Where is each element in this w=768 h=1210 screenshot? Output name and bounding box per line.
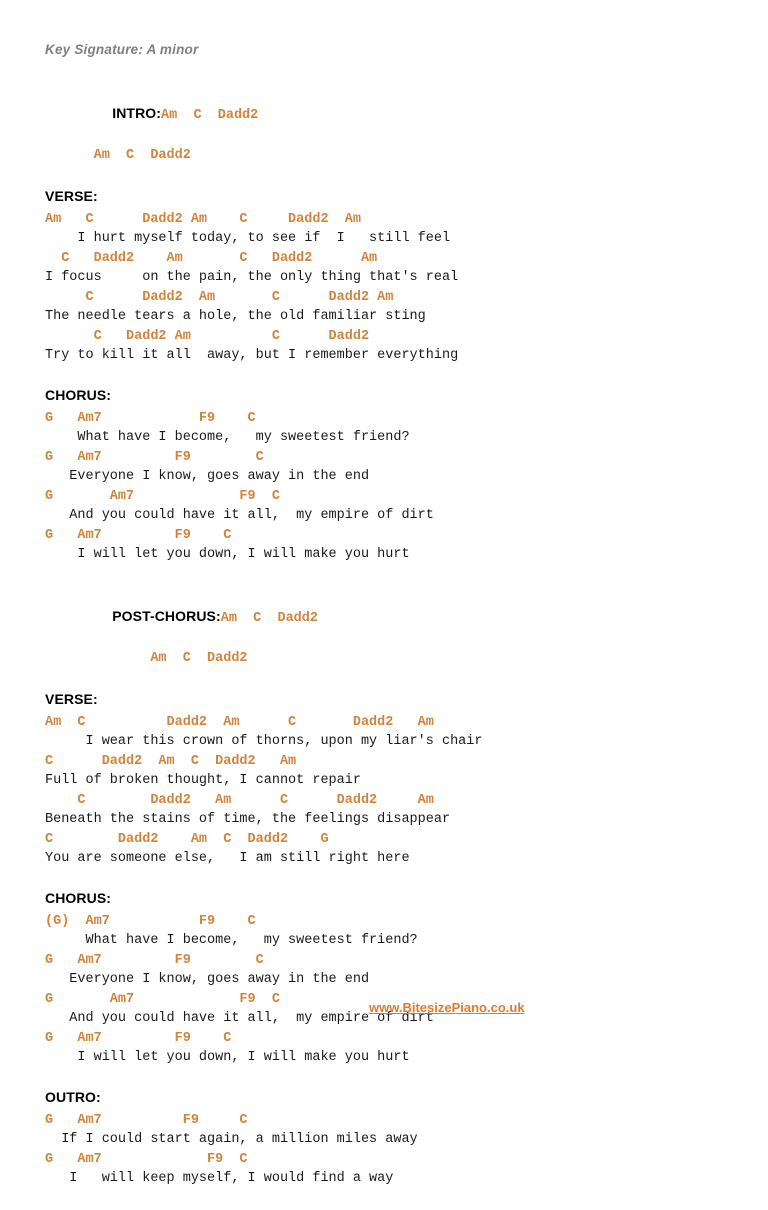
post-chorus-line1-chords: Am C Dadd2 bbox=[220, 611, 318, 626]
website-link[interactable]: www.BitesizePiano.co.uk bbox=[369, 1000, 525, 1015]
chorus-1-label: CHORUS: bbox=[45, 387, 112, 403]
intro-first-row bbox=[45, 83, 728, 146]
chord-line: C Dadd2 Am C Dadd2 Am bbox=[45, 754, 297, 769]
lyric-line: Beneath the stains of time, the feelings disappear bbox=[45, 812, 451, 827]
section-chorus-2 bbox=[45, 890, 728, 1067]
lyric-line: I hurt myself today, to see if I still feel bbox=[45, 231, 451, 246]
post-chorus-first-row bbox=[45, 586, 728, 649]
lyric-line: Everyone I know, goes away in the end bbox=[45, 469, 370, 484]
section-post-chorus bbox=[45, 586, 728, 669]
chord-line: (G) Am7 F9 C bbox=[45, 914, 256, 929]
lyric-line: What have I become, my sweetest friend? bbox=[45, 430, 410, 445]
chord-line: C Dadd2 Am C Dadd2 Am bbox=[45, 290, 394, 305]
lyric-line: I will keep myself, I would find a way bbox=[45, 1171, 394, 1186]
lyric-line: Everyone I know, goes away in the end bbox=[45, 972, 370, 987]
chord-line: Am C Dadd2 Am C Dadd2 Am bbox=[45, 212, 361, 227]
chord-line: C Dadd2 Am C Dadd2 Am bbox=[45, 251, 378, 266]
lyric-line: I wear this crown of thorns, upon my liar's chair bbox=[45, 734, 483, 749]
section-chorus-1 bbox=[45, 387, 728, 564]
post-chorus-label: POST-CHORUS: bbox=[112, 608, 221, 624]
chord-line: G Am7 F9 C bbox=[45, 450, 264, 465]
lyric-line: I will let you down, I will make you hurt bbox=[45, 547, 410, 562]
chord-line: G Am7 F9 C bbox=[45, 411, 256, 426]
verse-1-label: VERSE: bbox=[45, 188, 98, 204]
key-signature: Key Signature: A minor bbox=[45, 42, 199, 57]
lyric-line: If I could start again, a million miles away bbox=[45, 1132, 418, 1147]
chord-line: C Dadd2 Am C Dadd2 bbox=[45, 329, 370, 344]
lyric-line: And you could have it all, my empire of dirt bbox=[45, 508, 434, 523]
section-verse-2 bbox=[45, 691, 728, 868]
intro-line1-chords: Am C Dadd2 bbox=[161, 108, 259, 123]
lyric-line: Full of broken thought, I cannot repair bbox=[45, 773, 361, 788]
lyric-line: The needle tears a hole, the old familiar sting bbox=[45, 309, 426, 324]
chord-line: G Am7 F9 C bbox=[45, 1152, 248, 1167]
chord-line: G Am7 F9 C bbox=[45, 528, 232, 543]
lyric-line: What have I become, my sweetest friend? bbox=[45, 933, 418, 948]
chord-line: G Am7 F9 C bbox=[45, 992, 280, 1007]
chord-line: G Am7 F9 C bbox=[45, 1031, 232, 1046]
lyric-line: Try to kill it all away, but I remember everything bbox=[45, 348, 459, 363]
chord-line: G Am7 F9 C bbox=[45, 953, 264, 968]
sheet-content bbox=[45, 42, 728, 1210]
lyric-line: I focus on the pain, the only thing that's real bbox=[45, 270, 459, 285]
intro-line2-chords: Am C Dadd2 bbox=[45, 148, 191, 163]
verse-2-label: VERSE: bbox=[45, 691, 98, 707]
section-verse-1 bbox=[45, 188, 728, 365]
outro-label: OUTRO: bbox=[45, 1089, 101, 1105]
chord-line: G Am7 F9 C bbox=[45, 1113, 248, 1128]
lyric-line: I will let you down, I will make you hurt bbox=[45, 1050, 410, 1065]
intro-label: INTRO: bbox=[112, 105, 162, 121]
post-chorus-line2-chords: Am C Dadd2 bbox=[45, 651, 248, 666]
lyric-line: You are someone else, I am still right here bbox=[45, 851, 410, 866]
chord-line: C Dadd2 Am C Dadd2 G bbox=[45, 832, 329, 847]
chord-line: C Dadd2 Am C Dadd2 Am bbox=[45, 793, 434, 808]
section-outro bbox=[45, 1089, 728, 1188]
chord-line: Am C Dadd2 Am C Dadd2 Am bbox=[45, 715, 434, 730]
section-intro bbox=[45, 83, 728, 166]
lyric-line: And you could have it all, my empire of dirt bbox=[45, 1011, 434, 1026]
chorus-2-label: CHORUS: bbox=[45, 890, 112, 906]
chord-line: G Am7 F9 C bbox=[45, 489, 280, 504]
